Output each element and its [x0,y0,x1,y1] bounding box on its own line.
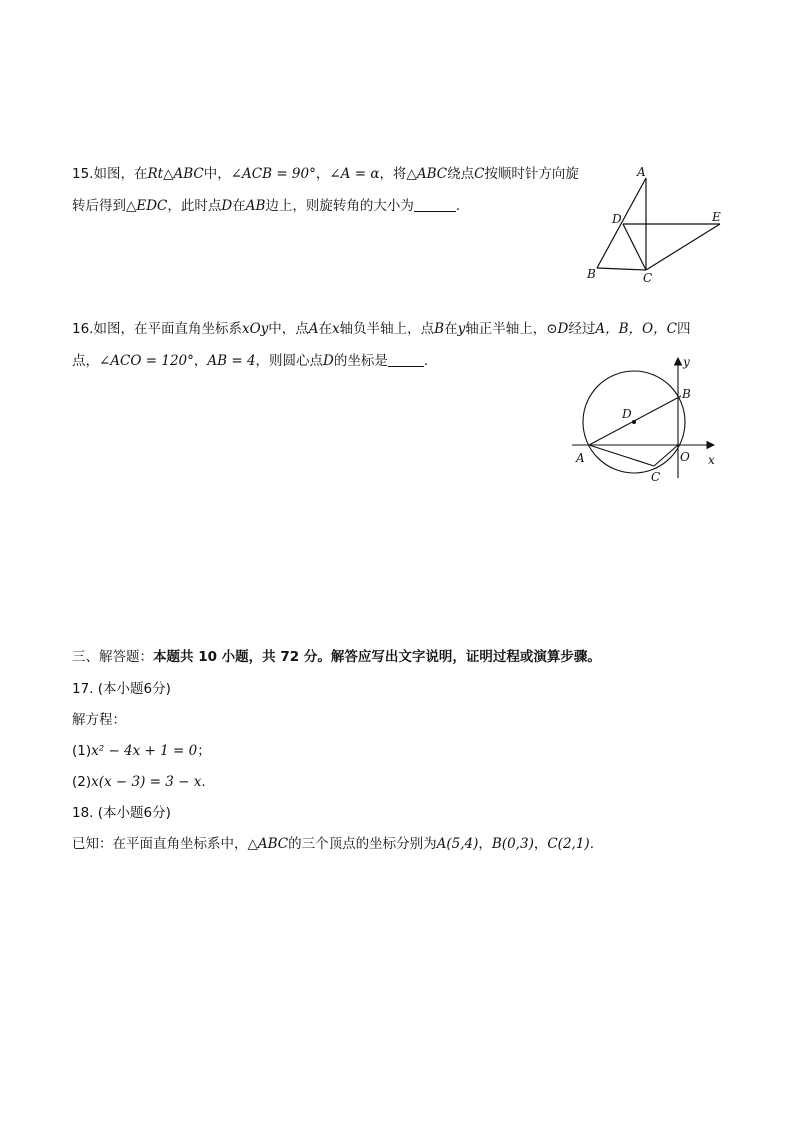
q15-line1: 15.如图，在Rt△ABC中，∠ACB = 90°，∠A = α，将△ABC绕点C按顺时针方向旋 [72,166,579,182]
q16-line1: 16.如图，在平面直角坐标系xOy中，点A在x轴负半轴上，点B在y轴正半轴上，⊙D经过A，B，O，C四 [72,321,691,337]
q18-line1: 已知：在平面直角坐标系中，△ABC的三个顶点的坐标分别为A(5,4)，B(0,3)，C(2,1). [72,836,594,852]
q15-figure [580,160,740,290]
q15-answer-blank[interactable] [414,211,456,212]
q16-number: 16. [72,321,94,337]
q17-title: 17. (本小题6分) [72,681,171,697]
label-E: E [712,210,721,224]
label-A: A [576,451,585,465]
label-D: D [622,407,632,421]
q17-equation-2: (2)x(x − 3) = 3 − x. [72,774,206,790]
label-y: y [683,355,690,369]
q16-figure [568,350,728,490]
q15-line2: 转后得到△EDC，此时点D在AB边上，则旋转角的大小为 . [72,198,461,214]
q16-answer-blank[interactable] [388,366,424,367]
label-D: D [612,212,622,226]
label-B: B [682,387,691,401]
label-C: C [651,470,661,484]
segment-EC [646,224,720,270]
q17-prompt: 解方程： [72,712,126,728]
q18-title: 18. (本小题6分) [72,805,171,821]
center-point-D [632,420,636,424]
segment-CO [654,445,678,466]
segment-BC [597,268,646,270]
label-x: x [708,453,715,467]
label-C: C [643,271,653,285]
segment-DC [623,224,646,270]
q16-line2: 点，∠ACO = 120°，AB = 4，则圆心点D的坐标是 . [72,353,429,369]
segment-AC [589,445,654,466]
label-A: A [637,165,646,179]
q17-equation-1: (1)x² − 4x + 1 = 0； [72,743,211,759]
q15-number: 15. [72,166,94,182]
label-B: B [587,267,596,281]
section3-heading: 三、解答题：本题共 10 小题，共 72 分。解答应写出文字说明，证明过程或演算步骤。 [72,649,601,665]
label-O: O [680,450,690,464]
